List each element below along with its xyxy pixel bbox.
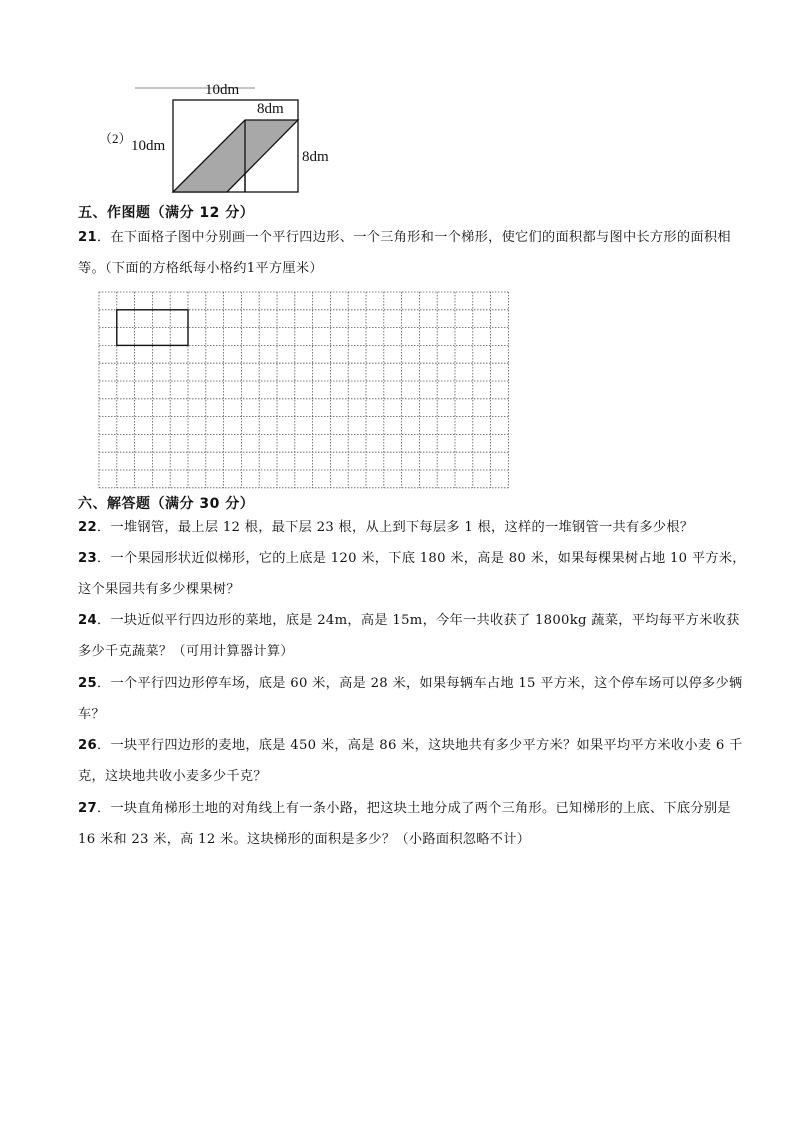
question-21 (78, 222, 748, 284)
question-number: 24 (78, 613, 97, 628)
parallelogram-top-label: 8dm (257, 101, 284, 117)
question-24 (78, 605, 748, 667)
figure-2 (95, 78, 355, 198)
question-27 (78, 793, 748, 855)
grid-svg (97, 290, 510, 490)
question-text: ．一个平行四边形停车场，底是 60 米，高是 28 米，如果每辆车占地 15 平方米，这个停车场可以停多少辆车？ (78, 676, 743, 722)
section-6-title: 六、解答题（满分 30 分） (78, 496, 255, 512)
question-number: 26 (78, 738, 97, 753)
question-text: ．一块平行四边形的麦地，底是 450 米，高是 86 米，这块地共有多少平方米？如果平均平方米收小麦 6 千克，这块地共收小麦多少千克？ (78, 738, 743, 784)
question-23 (78, 543, 748, 605)
top-length-label: 10dm (205, 82, 240, 98)
question-text: ．一块近似平行四边形的菜地，底是 24m，高是 15m，今年一共收获了 1800kg 蔬菜，平均每平方米收获多少千克蔬菜？（可用计算器计算） (78, 613, 740, 659)
question-number: 25 (78, 676, 97, 691)
question-text: ．一块直角梯形土地的对角线上有一条小路，把这块土地分成了两个三角形。已知梯形的上底、下底分别是 16 米和 23 米，高 12 米。这块梯形的面积是多少？（小路面积忽略不计） (78, 801, 731, 847)
question-text: ．一个果园形状近似梯形，它的上底是 120 米，下底 180 米，高是 80 米，如果每棵果树占地 10 平方米，这个果园共有多少棵果树？ (78, 551, 746, 597)
question-number: 21 (78, 230, 97, 245)
figure-index-label: （2） (99, 131, 132, 146)
question-text: ．在下面格子图中分别画一个平行四边形、一个三角形和一个梯形，使它们的面积都与图中长方形的面积相等。（下面的方格纸每小格约1平方厘米） (78, 230, 731, 276)
left-length-label: 10dm (131, 138, 166, 154)
question-22 (78, 512, 748, 543)
question-26 (78, 730, 748, 792)
shaded-parallelogram (173, 120, 298, 192)
question-25 (78, 668, 748, 730)
right-length-label: 8dm (302, 149, 329, 165)
section-5-title: 五、作图题（满分 12 分） (78, 205, 255, 221)
question-text: ．一堆钢管，最上层 12 根，最下层 23 根，从上到下每层多 1 根，这样的一堆钢管一共有多少根？ (96, 520, 694, 535)
question-number: 27 (78, 801, 97, 816)
question-number: 22 (78, 520, 97, 535)
question-number: 23 (78, 551, 97, 566)
graph-paper (97, 290, 510, 494)
